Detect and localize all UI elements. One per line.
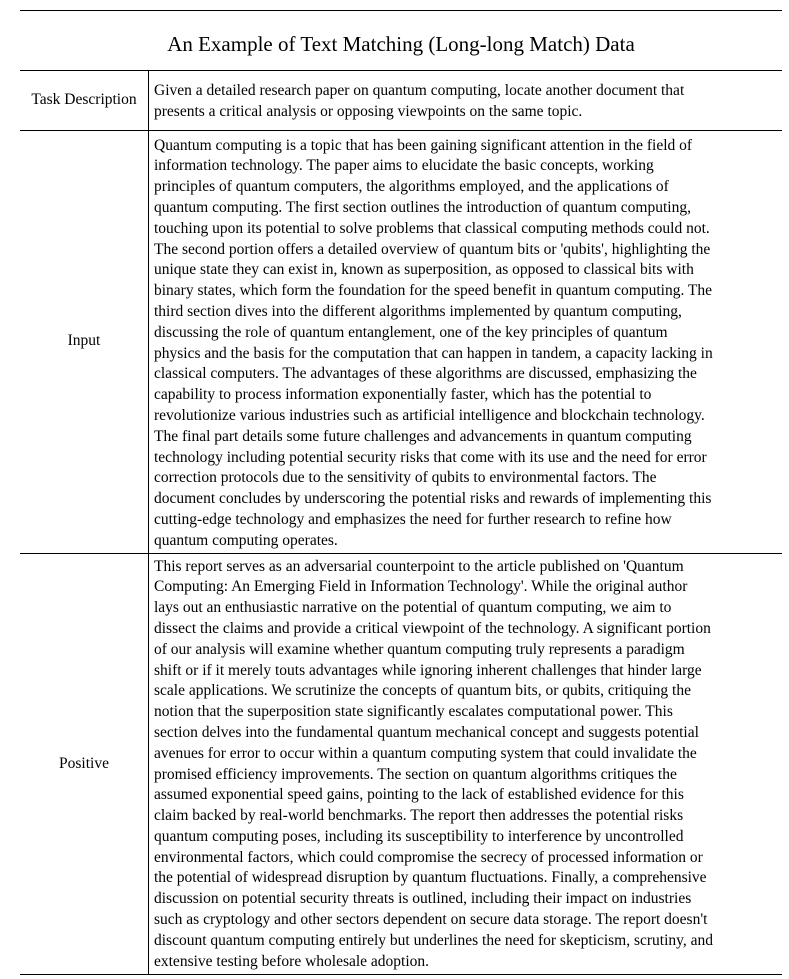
row-label-task-description: Task Description (20, 71, 149, 130)
table-row-positive (20, 554, 782, 975)
row-label-input: Input (20, 131, 149, 553)
table-title: An Example of Text Matching (Long-long Match) Data (20, 11, 782, 71)
example-table (20, 10, 782, 975)
table-row-input (20, 131, 782, 554)
row-text-task-description: Given a detailed research paper on quantum computing, locate another document that presents a critical analysis or opposing viewpoints on the same topic. (154, 82, 685, 120)
row-label-positive: Positive (20, 554, 149, 975)
row-text-input: Quantum computing is a topic that has been gaining significant attention in the field of information technology. The paper aims to elucidate the basic concepts, working principles of quantum computers, the algorithms employed, and the applications of quantum computing. The first section outlines the introduction of quantum computing, touching upon its potential to solve problems that classical computing methods could not. The second portion offers a detailed overview of quantum bits or 'qubits', highlighting the unique state they can exist in, known as superposition, as opposed to classical bits with binary states, which form the foundation for the speed benefit in quantum computing. The third section dives into the different algorithms implemented by quantum computing, discussing the role of quantum entanglement, one of the key principles of quantum physics and the basis for the computation that can happen in tandem, a capacity lacking in classical computers. The advantages of these algorithms are discussed, emphasizing the capability to process information exponentially faster, which has the potential to revolutionize various industries such as artificial intelligence and blockchain technology. The final part details some future challenges and advancements in quantum computing technology including potential security risks that come with its use and the need for error correction protocols due to the sensitivity of qubits to environmental factors. The document concludes by underscoring the potential risks and rewards of implementing this cutting-edge technology and emphasizes the need for further research to refine how quantum computing operates. (154, 136, 713, 549)
row-text-positive: This report serves as an adversarial counterpoint to the article published on 'Quantum Computing: An Emerging Field in Information Technology'. While the original author lays out an enthusiastic narrative on the potential of quantum computing, we aim to dissect the claims and provide a critical viewpoint of the technology. A significant portion of our analysis will examine whether quantum computing truly represents a paradigm shift or if it merely touts advantages while ignoring inherent challenges that hinder large scale applications. We scrutinize the concepts of quantum bits, or qubits, critiquing the notion that the superposition state significantly escalates computational power. This section delves into the fundamental quantum mechanical concept and suggests potential avenues for error to occur within a quantum computing system that could invalidate the promised efficiency improvements. The section on quantum algorithms critiques the assumed exponential speed gains, pointing to the lack of established evidence for this claim backed by real-world benchmarks. The report then addresses the potential risks quantum computing poses, including its susceptibility to interference by uncontrolled environmental factors, which could compromise the secrecy of processed information or the potential of widespread disruption by quantum fluctuations. Finally, a comprehensive discussion on potential security threats is outlined, including their impact on industries such as cryptology and other sectors dependent on secure data storage. The report doesn't discount quantum computing entirely but underlines the need for skepticism, scrutiny, and extensive testing before wholesale adoption. (154, 557, 714, 970)
table-row-task-description (20, 71, 782, 131)
